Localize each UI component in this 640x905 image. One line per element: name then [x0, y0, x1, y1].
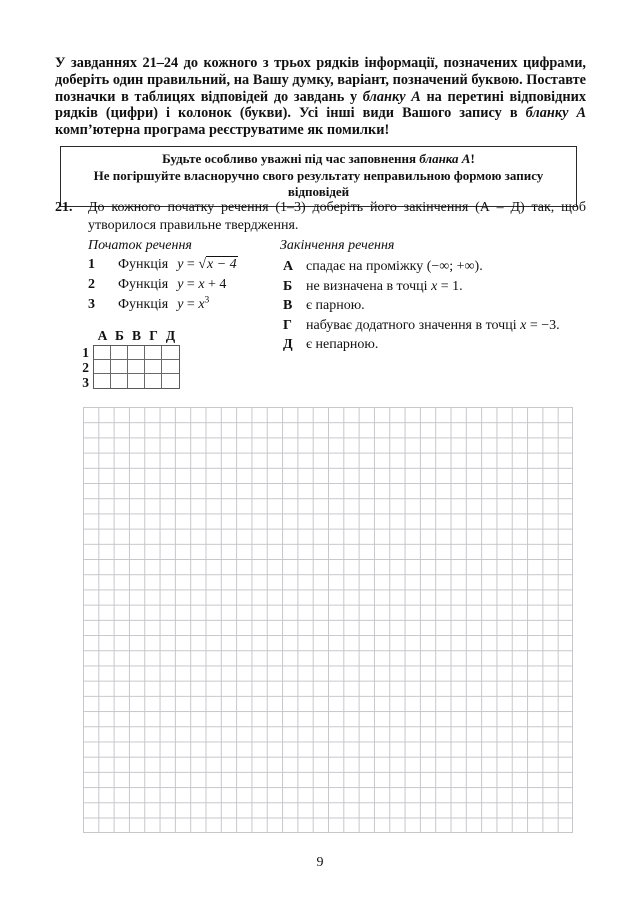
item-text: [306, 318, 560, 334]
text-segment: бланку А: [525, 105, 587, 122]
beginnings-list: [88, 257, 238, 317]
text-segment: 3: [204, 295, 210, 306]
text-segment: x: [198, 297, 205, 312]
text-segment: = −3.: [526, 317, 560, 333]
answer-cell: [111, 346, 128, 360]
answer-cell: [128, 374, 145, 388]
text-segment: √: [198, 257, 206, 272]
item-letter: А: [283, 259, 294, 274]
answer-cell: [128, 346, 145, 360]
item-letter: Д: [283, 337, 293, 352]
warning-line-2: Не погіршуйте власноручно свого результату неправильною формою запису відповідей: [93, 167, 544, 199]
answer-cell: [111, 360, 128, 374]
list-item: [88, 257, 238, 277]
answer-cell: [145, 360, 162, 374]
text-segment: x: [520, 317, 527, 333]
text-segment: бланка А: [419, 151, 471, 166]
text-segment: =: [183, 277, 199, 292]
item-label: Функція: [118, 277, 169, 292]
list-item: [283, 298, 560, 318]
warning-line-1: [67, 151, 570, 168]
item-text: [306, 259, 483, 275]
item-number: 1: [88, 257, 95, 272]
text-segment: x: [431, 278, 438, 294]
text-segment: !: [470, 151, 475, 166]
text-segment: не визначена в точці: [306, 278, 432, 294]
item-letter: Г: [283, 317, 292, 333]
answer-grid-row-label: 1: [82, 345, 89, 360]
item-number: 3: [88, 297, 95, 312]
text-segment: У завданнях 21–24 до кожного з трьох рядків інформації, позначених цифрами, доберіть один правильний, на Вашу думку, варіант, позначений буквою. Поставте позначки в таблицях відповідей до завдань у: [55, 55, 586, 105]
text-segment: y: [177, 297, 184, 312]
list-item: [283, 279, 560, 299]
list-item: [283, 259, 560, 279]
answer-cell: [128, 360, 145, 374]
answer-grid: [93, 345, 180, 389]
page-number: 9: [316, 855, 324, 870]
answer-grid-col-label: А: [97, 328, 108, 343]
text-segment: y: [177, 277, 184, 292]
text-segment: є парною.: [306, 298, 365, 313]
answer-grid-col-label: Д: [165, 328, 176, 343]
item-text: [306, 279, 463, 295]
list-item: [283, 318, 560, 338]
item-formula: [177, 257, 237, 273]
text-segment: Будьте особливо уважні під час заповнення: [162, 151, 420, 166]
answer-grid-row-label: 3: [82, 375, 89, 390]
item-label: Функція: [118, 297, 169, 312]
endings-list: [283, 259, 560, 357]
text-segment: комп’ютерна програма реєструватиме як помилки!: [55, 122, 390, 139]
item-text: [306, 298, 365, 314]
list-item: [283, 337, 560, 357]
task-number: 21.: [55, 200, 73, 215]
answer-grid-col-label: В: [131, 328, 141, 343]
column-header-endings: Закінчення речення: [280, 238, 395, 253]
text-segment: x: [198, 277, 205, 292]
answer-cell: [111, 374, 128, 388]
text-segment: набуває додатного значення в точці: [306, 317, 521, 333]
text-segment: є непарною.: [306, 337, 379, 352]
answer-grid-row-labels: [75, 345, 89, 390]
list-item: [88, 297, 238, 317]
text-segment: x − 4: [207, 257, 237, 272]
column-header-beginnings: Початок речення: [88, 238, 192, 253]
text-segment: =: [183, 257, 199, 272]
item-formula: [177, 297, 209, 313]
answer-cell: [145, 374, 162, 388]
answer-grid-col-label: Б: [115, 328, 124, 343]
text-segment: = 1.: [437, 278, 463, 294]
item-letter: Б: [283, 278, 293, 294]
task-instruction: До кожного початку речення (1–3) доберіть його закінчення (А – Д) так, щоб утворилося правильне твердження.: [88, 200, 586, 233]
text-segment: + 4: [204, 277, 227, 292]
text-segment: y: [177, 257, 184, 272]
item-label: Функція: [118, 257, 169, 272]
text-segment: бланку А: [362, 88, 421, 105]
intro-paragraph: [55, 55, 586, 139]
answer-grid-column-labels: [94, 329, 179, 343]
item-letter: В: [283, 298, 293, 313]
item-text: [306, 337, 378, 353]
answer-cell: [94, 374, 111, 388]
item-formula: [177, 277, 226, 293]
answer-cell: [145, 346, 162, 360]
item-number: 2: [88, 277, 95, 292]
answer-cell: [162, 360, 179, 374]
answer-grid-col-label: Г: [149, 328, 158, 343]
answer-cell: [162, 374, 179, 388]
answer-grid-row-label: 2: [82, 360, 89, 375]
text-segment: на перетині відповідних рядків (цифри) і колонок (букви). Усі інші види Вашого запису в: [55, 88, 587, 122]
text-segment: =: [183, 297, 199, 312]
task-21: [55, 199, 586, 234]
graph-paper-grid: [83, 407, 573, 833]
text-segment: спадає на проміжку (−∞; +∞).: [306, 259, 483, 274]
list-item: [88, 277, 238, 297]
answer-cell: [94, 360, 111, 374]
answer-cell: [94, 346, 111, 360]
warning-box: [60, 146, 577, 207]
answer-cell: [162, 346, 179, 360]
